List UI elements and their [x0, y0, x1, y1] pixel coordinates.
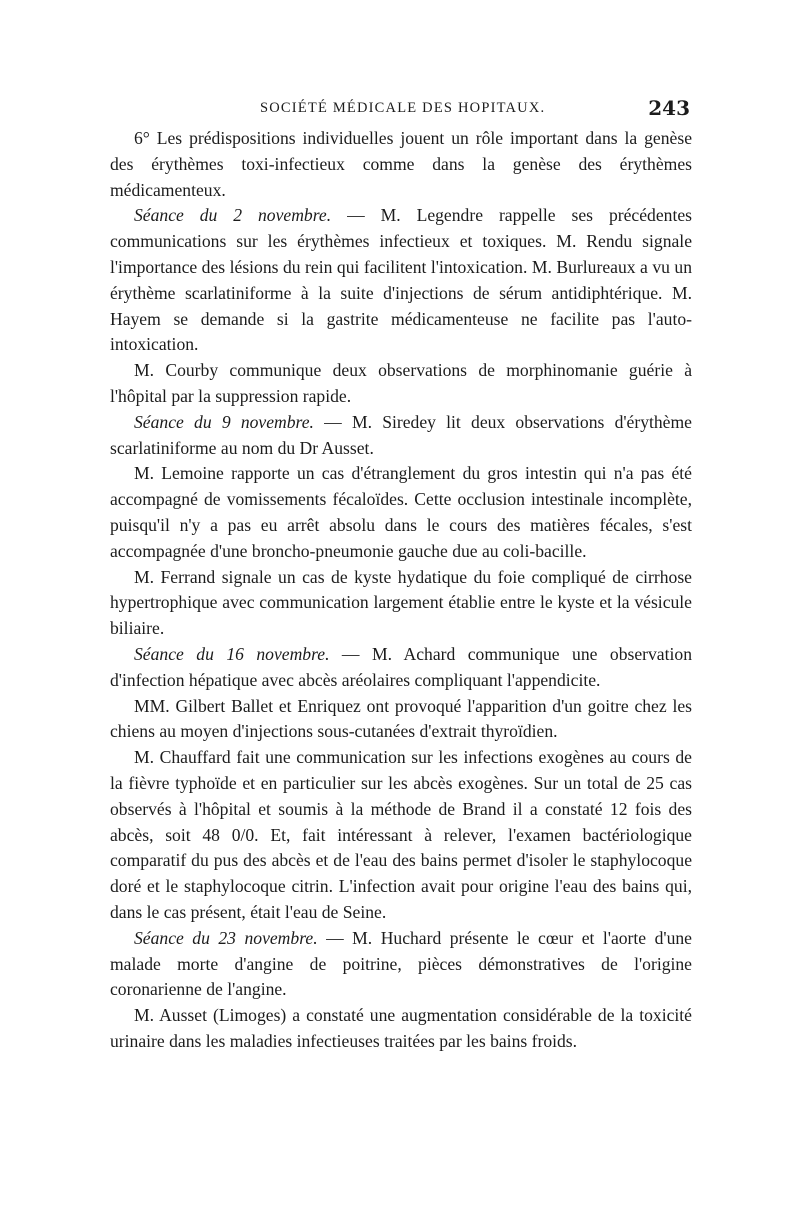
session-date: Séance du 23 novembre. — [134, 927, 318, 948]
paragraph: Séance du 9 novembre. — M. Siredey lit deux observations d'érythème scarlatiniforme au nom du Dr Ausset. — [110, 411, 692, 458]
paragraph: 6° Les prédispositions individuelles jouent un rôle important dans la genèse des érythèmes toxi-infectieux comme dans la genèse des érythèmes médicamenteux. — [110, 128, 692, 200]
paragraph: M. Lemoine rapporte un cas d'étranglement du gros intestin qui n'a pas été accompagné de vomissements fécaloïdes. Cette occlusion intestinale incomplète, puisqu'il n'y a pas eu arrêt absolu dans le cours des matières fécales, s'est accompagnée d'une broncho-pneumonie gauche due au coli-bacille. — [110, 463, 692, 561]
body-text — [110, 126, 692, 1055]
paragraph: M. Chauffard fait une communication sur les infections exogènes au cours de la fièvre typhoïde et en particulier sur les abcès exogènes. Sur un total de 25 cas observés à l'hôpital et soumis à la méthode de Brand il a constaté 12 fois des abcès, soit 48 0/0. Et, fait intéressant à relever, l'examen bactériologique comparatif du pus des abcès et de l'eau des bains permet d'isoler le staphylocoque doré et le staphylocoque citrin. L'infection avait pour origine l'eau des bains qui, dans le cas présent, était l'eau de Seine. — [110, 747, 692, 922]
page-header — [110, 96, 690, 124]
paragraph: Séance du 16 novembre. — M. Achard communique une observation d'infection hépatique avec abcès aréolaires compliquant l'appendicite. — [110, 643, 692, 690]
page-number: 243 — [648, 96, 690, 120]
running-title: SOCIÉTÉ MÉDICALE DES HOPITAUX. — [260, 100, 546, 116]
paragraph: M. Ferrand signale un cas de kyste hydatique du foie compliqué de cirrhose hypertrophique avec communication largement établie entre le kyste et la vésicule biliaire. — [110, 566, 692, 639]
paragraph: M. Ausset (Limoges) a constaté une augmentation considérable de la toxicité urinaire dans les maladies infectieuses traitées par les bains froids. — [110, 1005, 692, 1051]
session-date: Séance du 16 novembre. — [134, 643, 330, 664]
session-date: Séance du 9 novembre. — [134, 411, 314, 432]
session-date: Séance du 2 novembre. — [134, 205, 332, 226]
paragraph: Séance du 2 novembre. — M. Legendre rappelle ses précédentes communications sur les érythèmes infectieux et toxiques. M. Rendu signale l'importance des lésions du rein qui facilitent l'intoxication. M. Burlureaux a vu un érythème scarlatiniforme à la suite d'injections de sérum antidiphtérique. M. Hayem se demande si la gastrite médicamenteuse ne facilite pas l'auto-intoxication. — [110, 205, 692, 355]
paragraph: M. Courby communique deux observations de morphinomanie guérie à l'hôpital par la suppression rapide. — [110, 360, 692, 406]
paragraph: MM. Gilbert Ballet et Enriquez ont provoqué l'apparition d'un goitre chez les chiens au moyen d'injections sous-cutanées d'extrait thyroïdien. — [110, 695, 692, 742]
paragraph: Séance du 23 novembre. — M. Huchard présente le cœur et l'aorte d'une malade morte d'angine de poitrine, pièces démonstratives de l'origine coronarienne de l'angine. — [110, 927, 692, 1000]
